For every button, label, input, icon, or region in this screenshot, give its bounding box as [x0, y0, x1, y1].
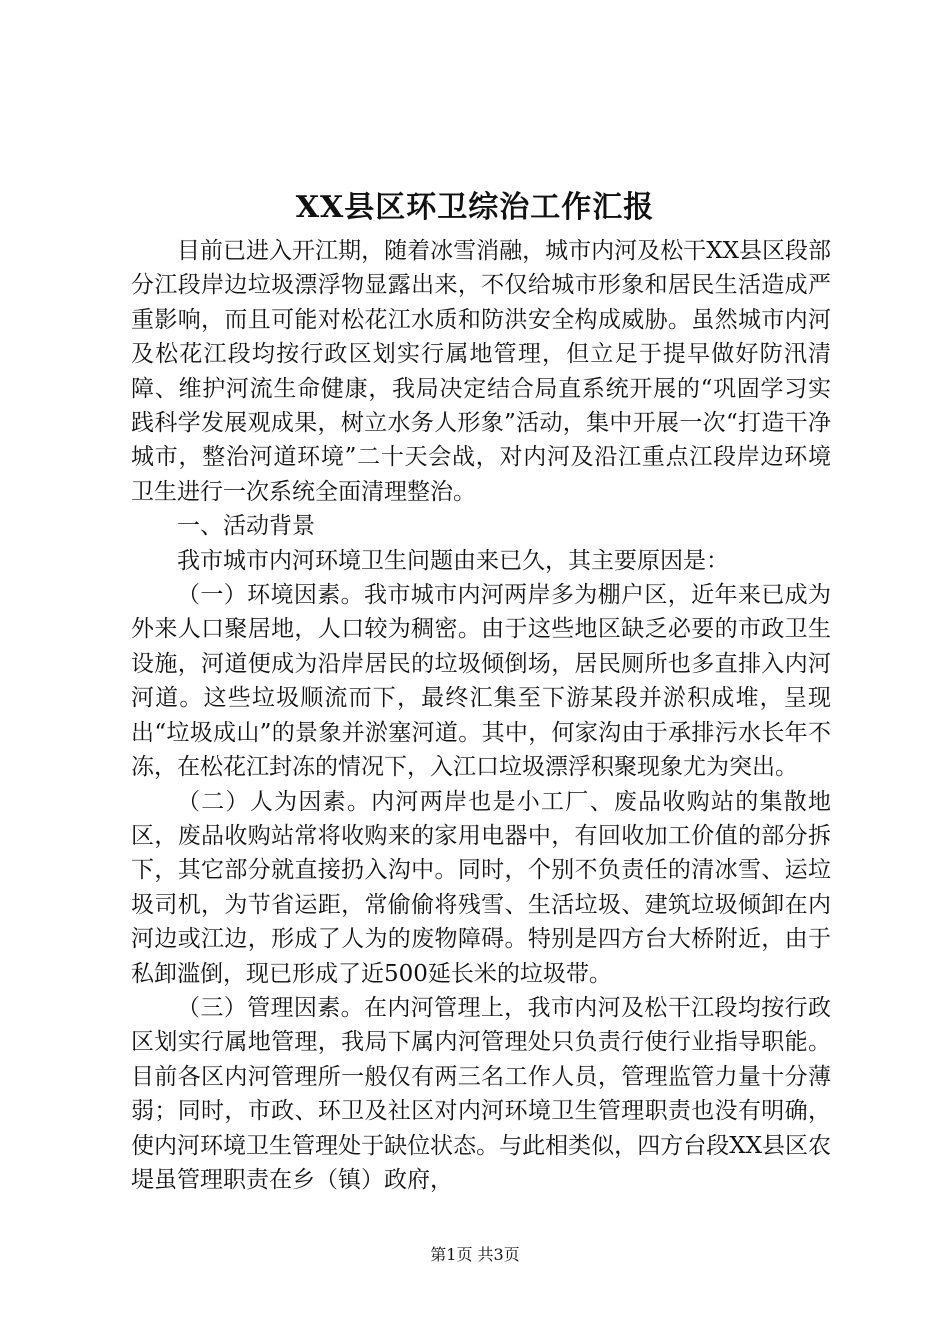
- paragraph-management-factor: （三）管理因素。在内河管理上，我市内河及松干江段均按行政区划实行属地管理，我局下属内河管理处只负责行使行业指导职能。目前各区内河管理所一般仅有两三名工作人员，管理监管力量十分薄弱；同时，市政、环卫及社区对内河环境卫生管理职责也没有明确，使内河环境卫生管理处于缺位状态。与此相类似，四方台段XX县区农堤虽管理职责在乡（镇）政府，: [131, 994, 831, 1193]
- paragraph-intro: 目前已进入开江期，随着冰雪消融，城市内河及松干XX县区段部分江段岸边垃圾漂浮物显露出来，不仅给城市形象和居民生活造成严重影响，而且可能对松花江水质和防洪安全构成威胁。虽然城市内河及松花江段均按行政区划实行属地管理，但立足于提早做好防汛清障、维护河流生命健康，我局决定结合局直系统开展的“巩固学习实践科学发展观成果，树立水务人形象”活动，集中开展一次“打造干净城市，整治河道环境”二十天会战，对内河及沿江重点江段岸边环境卫生进行一次系统全面清理整治。: [131, 238, 831, 505]
- section-heading-background: 一、活动背景: [177, 513, 315, 540]
- page-footer: 第1页 共3页: [430, 1245, 520, 1264]
- paragraph-main-reasons: 我市城市内河环境卫生问题由来已久，其主要原因是：: [177, 547, 729, 574]
- paragraph-environment-factor: （一）环境因素。我市城市内河两岸多为棚户区，近年来已成为外来人口聚居地，人口较为稠密。由于这些地区缺乏必要的市政卫生设施，河道便成为沿岸居民的垃圾倾倒场，居民厕所也多直排入内河河道。这些垃圾顺流而下，最终汇集至下游某段并淤积成堆，呈现出“垃圾成山”的景象并淤塞河道。其中，何家沟由于承排污水长年不冻，在松花江封冻的情况下，入江口垃圾漂浮积聚现象尤为突出。: [131, 582, 831, 781]
- document-body: [131, 234, 831, 1197]
- paragraph-human-factor: （二）人为因素。内河两岸也是小工厂、废品收购站的集散地区，废品收购站常将收购来的家用电器中，有回收加工价值的部分拆下，其它部分就直接扔入沟中。同时，个别不负责任的清冰雪、运垃圾司机，为节省运距，常偷偷将残雪、生活垃圾、建筑垃圾倾卸在内河边或江边，形成了人为的废物障碍。特别是四方台大桥附近，由于私卸滥倒，现已形成了近500延长米的垃圾带。: [131, 788, 831, 987]
- document-title: XX县区环卫综治工作汇报: [295, 190, 655, 225]
